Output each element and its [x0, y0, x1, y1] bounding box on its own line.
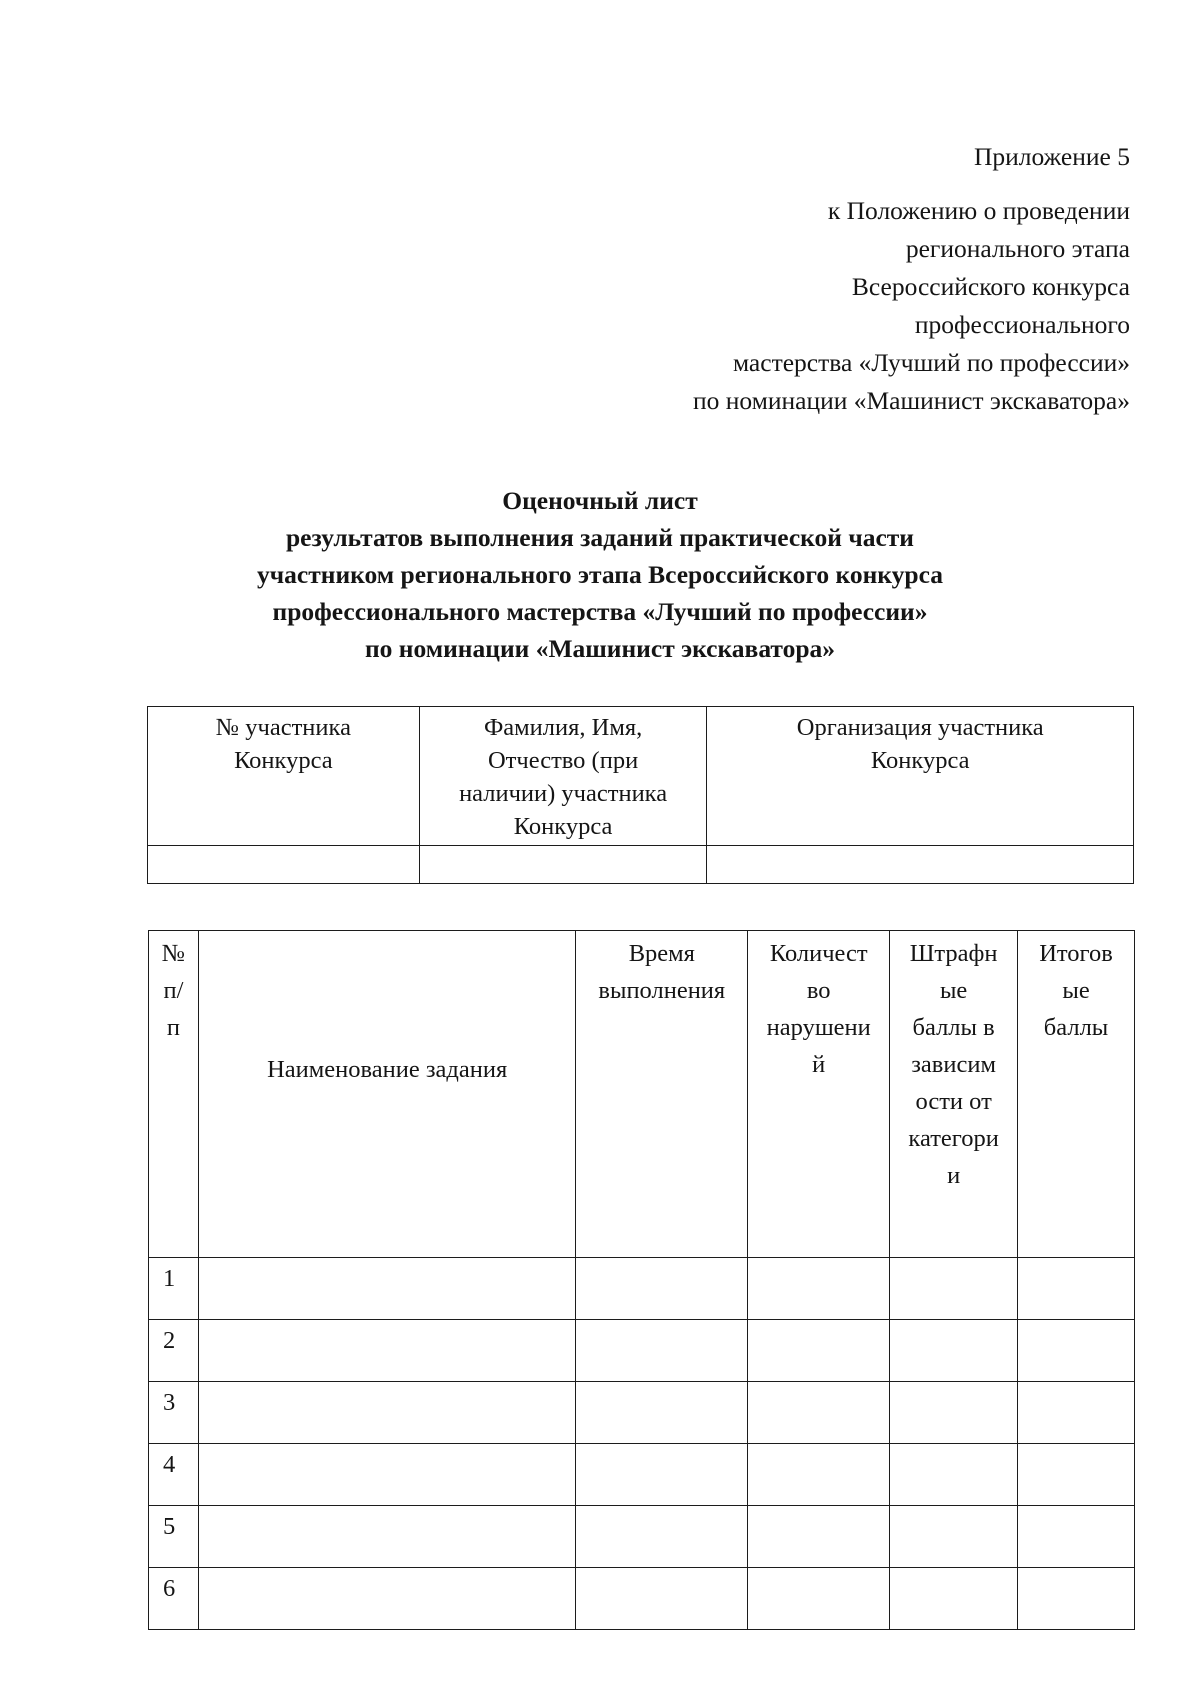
violations-cell[interactable]	[748, 1506, 890, 1568]
header-text: п/	[163, 977, 184, 1004]
penalty-cell[interactable]	[890, 1444, 1018, 1506]
title-line: профессионального мастерства «Лучший по профессии»	[272, 597, 928, 626]
task-name-cell[interactable]	[198, 1568, 575, 1630]
appendix-line: профессионального	[914, 310, 1130, 339]
violations-cell[interactable]	[748, 1258, 890, 1320]
header-text: баллы в	[912, 1014, 995, 1041]
penalty-cell[interactable]	[890, 1568, 1018, 1630]
participant-organization-cell[interactable]	[707, 846, 1134, 884]
table-row	[149, 1506, 1135, 1568]
appendix-number: Приложение 5	[974, 142, 1130, 171]
header-participant-number	[148, 707, 420, 846]
header-full-name	[419, 707, 707, 846]
total-cell[interactable]	[1018, 1258, 1135, 1320]
participant-entry-row	[148, 846, 1134, 884]
header-text: во	[806, 977, 831, 1004]
header-text: Отчество (при	[487, 747, 639, 774]
violations-cell[interactable]	[748, 1444, 890, 1506]
task-name-cell[interactable]	[198, 1382, 575, 1444]
penalty-cell[interactable]	[890, 1320, 1018, 1382]
participant-header-row	[148, 707, 1134, 846]
header-text: Время	[628, 940, 695, 967]
appendix-line: по номинации «Машинист экскаватора»	[693, 386, 1130, 415]
total-cell[interactable]	[1018, 1444, 1135, 1506]
header-text: Организация участника	[796, 714, 1044, 741]
violations-cell[interactable]	[748, 1568, 890, 1630]
time-cell[interactable]	[576, 1568, 748, 1630]
time-cell[interactable]	[576, 1444, 748, 1506]
appendix-line: Всероссийского конкурса	[851, 272, 1130, 301]
total-cell[interactable]	[1018, 1320, 1135, 1382]
appendix-line: регионального этапа	[905, 234, 1130, 263]
total-cell[interactable]	[1018, 1568, 1135, 1630]
row-number: 3	[149, 1382, 199, 1444]
row-number: 2	[149, 1320, 199, 1382]
task-name-cell[interactable]	[198, 1444, 575, 1506]
header-text: зависим	[911, 1051, 996, 1078]
header-text: Конкурса	[513, 813, 613, 840]
time-cell[interactable]	[576, 1320, 748, 1382]
header-text: Штрафн	[909, 940, 998, 967]
title-line: по номинации «Машинист экскаватора»	[364, 634, 836, 663]
header-text: Количест	[769, 940, 868, 967]
header-text: ые	[1062, 977, 1090, 1004]
header-penalty-points	[890, 931, 1018, 1258]
violations-cell[interactable]	[748, 1320, 890, 1382]
header-text: ые	[939, 977, 968, 1004]
header-text: баллы	[1043, 1014, 1109, 1041]
participant-number-cell[interactable]	[148, 846, 420, 884]
table-row	[149, 1382, 1135, 1444]
table-row	[149, 1320, 1135, 1382]
header-execution-time	[576, 931, 748, 1258]
row-number: 4	[149, 1444, 199, 1506]
time-cell[interactable]	[576, 1258, 748, 1320]
time-cell[interactable]	[576, 1506, 748, 1568]
header-text: ости от	[915, 1088, 992, 1115]
header-organization	[707, 707, 1134, 846]
header-violations-count	[748, 931, 890, 1258]
participant-table	[147, 706, 1134, 884]
header-total-points	[1018, 931, 1135, 1258]
appendix-line: мастерства «Лучший по профессии»	[732, 348, 1130, 377]
total-cell[interactable]	[1018, 1506, 1135, 1568]
header-text: п	[166, 1014, 181, 1041]
header-text: Конкурса	[870, 747, 970, 774]
participant-name-cell[interactable]	[419, 846, 707, 884]
penalty-cell[interactable]	[890, 1382, 1018, 1444]
header-text: й	[812, 1051, 826, 1078]
total-cell[interactable]	[1018, 1382, 1135, 1444]
appendix-line: к Положению о проведении	[827, 196, 1130, 225]
header-text: Наименование задания	[267, 1055, 508, 1083]
title-line: результатов выполнения заданий практической части	[286, 523, 914, 552]
row-number: 5	[149, 1506, 199, 1568]
header-text: нарушени	[766, 1014, 871, 1041]
violations-cell[interactable]	[748, 1382, 890, 1444]
document-title	[150, 482, 1050, 667]
appendix-header	[693, 138, 1130, 420]
row-number: 6	[149, 1568, 199, 1630]
header-text: №	[161, 940, 186, 967]
task-name-cell[interactable]	[198, 1506, 575, 1568]
header-row-number	[149, 931, 199, 1258]
table-row	[149, 1258, 1135, 1320]
header-text: Конкурса	[234, 747, 333, 774]
penalty-cell[interactable]	[890, 1258, 1018, 1320]
header-text: наличии) участника	[459, 780, 668, 807]
header-text: № участника	[215, 714, 351, 741]
row-number: 1	[149, 1258, 199, 1320]
header-text: и	[947, 1162, 961, 1189]
penalty-cell[interactable]	[890, 1506, 1018, 1568]
header-text: выполнения	[598, 977, 726, 1004]
table-row	[149, 1568, 1135, 1630]
title-line: Оценочный лист	[502, 486, 698, 515]
task-name-cell[interactable]	[198, 1258, 575, 1320]
task-header-row	[149, 931, 1135, 1258]
header-text: Итогов	[1039, 940, 1113, 967]
table-row	[149, 1444, 1135, 1506]
header-text: Фамилия, Имя,	[483, 714, 643, 741]
task-table	[148, 930, 1135, 1630]
time-cell[interactable]	[576, 1382, 748, 1444]
task-name-cell[interactable]	[198, 1320, 575, 1382]
header-task-name	[198, 931, 575, 1258]
header-text: категори	[908, 1125, 999, 1152]
title-line: участником регионального этапа Всероссийского конкурса	[257, 560, 943, 589]
